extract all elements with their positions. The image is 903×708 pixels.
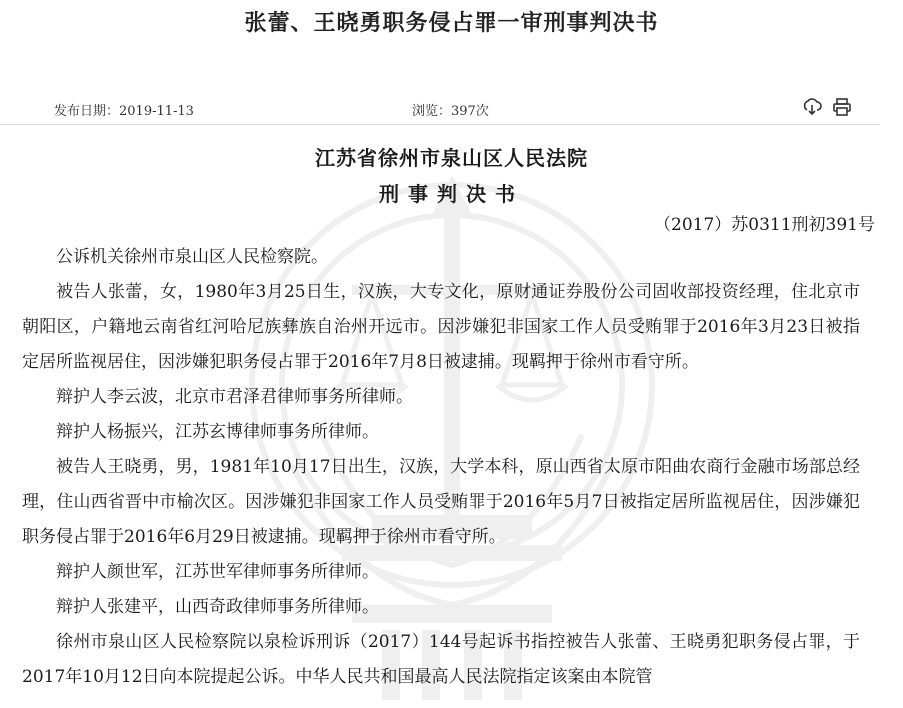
case-number: （2017）苏0311刑初391号 (654, 215, 875, 235)
judgment-type: 刑事判决书 (379, 182, 524, 206)
print-icon[interactable] (832, 97, 852, 117)
document-title: 张蕾、王晓勇职务侵占罪一审刑事判决书 (244, 10, 659, 36)
paragraph: 辩护人颜世军，江苏世军律师事务所律师。 (56, 562, 379, 582)
paragraph: 辩护人张建平，山西奇政律师事务所律师。 (56, 597, 379, 617)
paragraph: 徐州市泉山区人民检察院以泉检诉刑诉（2017）144号起诉书指控被告人张蕾、王晓勇犯职务侵占罪，于2017年10月12日向本院提起公诉。中华人民共和国最高人民法院指定该案由本院管 (22, 632, 860, 687)
paragraph: 公诉机关徐州市泉山区人民检察院。 (56, 247, 328, 267)
judgment-body (22, 240, 860, 695)
publish-date: 发布日期：2019-11-13 (54, 104, 194, 119)
court-name: 江苏省徐州市泉山区人民法院 (315, 146, 588, 170)
download-icon[interactable] (802, 97, 822, 117)
paragraph: 辩护人杨振兴，江苏玄博律师事务所律师。 (56, 422, 379, 442)
paragraph: 被告人张蕾，女，1980年3月25日生，汉族，大专文化，原财通证券股份公司固收部投资经理，住北京市朝阳区，户籍地云南省红河哈尼族彝族自治州开远市。因涉嫌犯非国家工作人员受贿罪于2016年3月23日被指定居所监视居住，因涉嫌犯职务侵占罪于2016年7月8日被逮捕。现羁押于徐州市看守所。 (22, 282, 860, 372)
meta-actions (802, 97, 852, 117)
paragraph: 被告人王晓勇，男，1981年10月17日出生，汉族，大学本科，原山西省太原市阳曲农商行金融市场部总经理，住山西省晋中市榆次区。因涉嫌犯非国家工作人员受贿罪于2016年5月7日被指定居所监视居住，因涉嫌犯职务侵占罪于2016年6月29日被逮捕。现羁押于徐州市看守所。 (22, 457, 860, 547)
view-count: 浏览：397次 (412, 104, 489, 119)
meta-bar (0, 94, 880, 125)
paragraph: 辩护人李云波，北京市君泽君律师事务所律师。 (56, 387, 413, 407)
